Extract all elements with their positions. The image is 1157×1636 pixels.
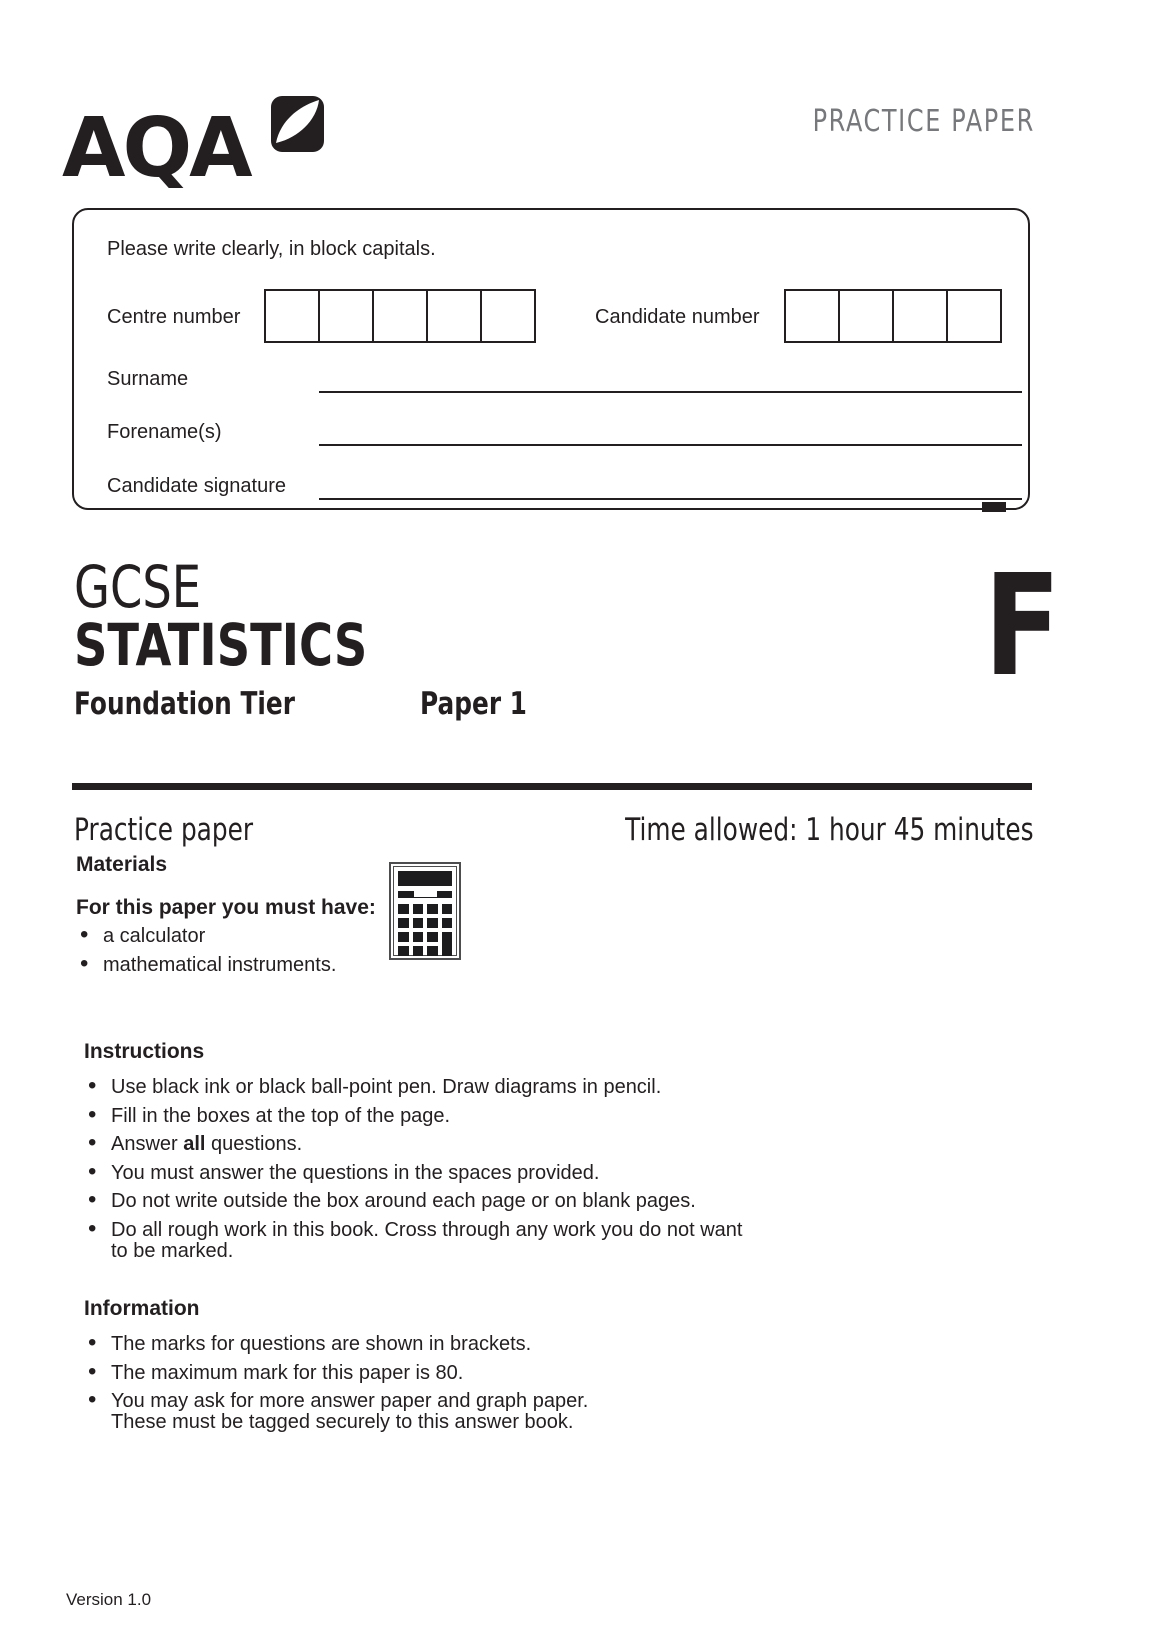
tier-paper-line <box>74 688 554 720</box>
centre-number-cell[interactable] <box>426 289 482 343</box>
information-item: • You may ask for more answer paper and graph paper. These must be tagged securely to this answer book. <box>84 1391 804 1433</box>
instruction-item: • Answer all questions. <box>84 1134 804 1155</box>
signature-label: Candidate signature <box>107 475 287 497</box>
block-capitals-note: Please write clearly, in block capitals. <box>107 238 436 260</box>
centre-number-label: Centre number <box>107 306 241 328</box>
aqa-leaf-icon <box>271 96 324 157</box>
centre-number-cells <box>264 289 536 343</box>
candidate-number-cells <box>784 289 1002 343</box>
centre-number-cell[interactable] <box>264 289 320 343</box>
calculator-keypad <box>398 904 452 956</box>
candidate-details-box <box>72 208 1030 510</box>
candidate-number-label: Candidate number <box>595 306 760 328</box>
centre-number-cell[interactable] <box>318 289 374 343</box>
information-list <box>84 1334 804 1441</box>
materials-subheading: For this paper you must have: <box>76 896 376 919</box>
calculator-subdisplay <box>398 891 452 898</box>
forenames-write-line[interactable] <box>319 444 1022 446</box>
information-item: • The maximum mark for this paper is 80. <box>84 1363 804 1384</box>
candidate-number-cell[interactable] <box>946 289 1002 343</box>
forenames-label: Forename(s) <box>107 421 222 443</box>
subject-title: STATISTICS <box>74 611 368 679</box>
information-item: • The marks for questions are shown in brackets. <box>84 1334 804 1355</box>
tier-label: Foundation Tier <box>74 686 295 722</box>
instructions-list <box>84 1077 804 1269</box>
aqa-logo: AQA <box>62 101 250 196</box>
time-allowed-label: Time allowed: 1 hour 45 minutes <box>625 812 1034 848</box>
paper-number-label: Paper 1 <box>420 686 528 722</box>
materials-item: • a calculator <box>76 926 406 947</box>
centre-number-cell[interactable] <box>480 289 536 343</box>
qualification-title: GCSE <box>74 553 202 621</box>
instruction-item: • Fill in the boxes at the top of the page. <box>84 1106 804 1127</box>
materials-item: • mathematical instruments. <box>76 955 406 976</box>
practice-paper-tag: PRACTICE PAPER <box>812 104 1035 139</box>
centre-number-cell[interactable] <box>372 289 428 343</box>
instruction-item: • You must answer the questions in the spaces provided. <box>84 1163 804 1184</box>
instruction-item: • Do all rough work in this book. Cross through any work you do not want to be marked. <box>84 1220 804 1262</box>
surname-label: Surname <box>107 368 189 390</box>
box-corner-mark <box>982 502 1006 512</box>
calculator-icon <box>389 862 461 960</box>
materials-list <box>76 926 406 983</box>
surname-write-line[interactable] <box>319 391 1022 393</box>
information-heading: Information <box>84 1297 200 1320</box>
materials-heading: Materials <box>76 853 168 876</box>
divider-rule <box>72 783 1032 790</box>
instructions-heading: Instructions <box>84 1040 205 1063</box>
tier-letter-badge: F <box>984 545 1061 708</box>
calculator-display <box>398 871 452 886</box>
instruction-item: • Do not write outside the box around each page or on blank pages. <box>84 1191 804 1212</box>
paper-type-label: Practice paper <box>74 812 254 848</box>
candidate-number-cell[interactable] <box>892 289 948 343</box>
candidate-number-cell[interactable] <box>838 289 894 343</box>
signature-write-line[interactable] <box>319 498 1022 500</box>
version-label: Version 1.0 <box>66 1590 152 1609</box>
instruction-item: • Use black ink or black ball-point pen. Draw diagrams in pencil. <box>84 1077 804 1098</box>
candidate-number-cell[interactable] <box>784 289 840 343</box>
